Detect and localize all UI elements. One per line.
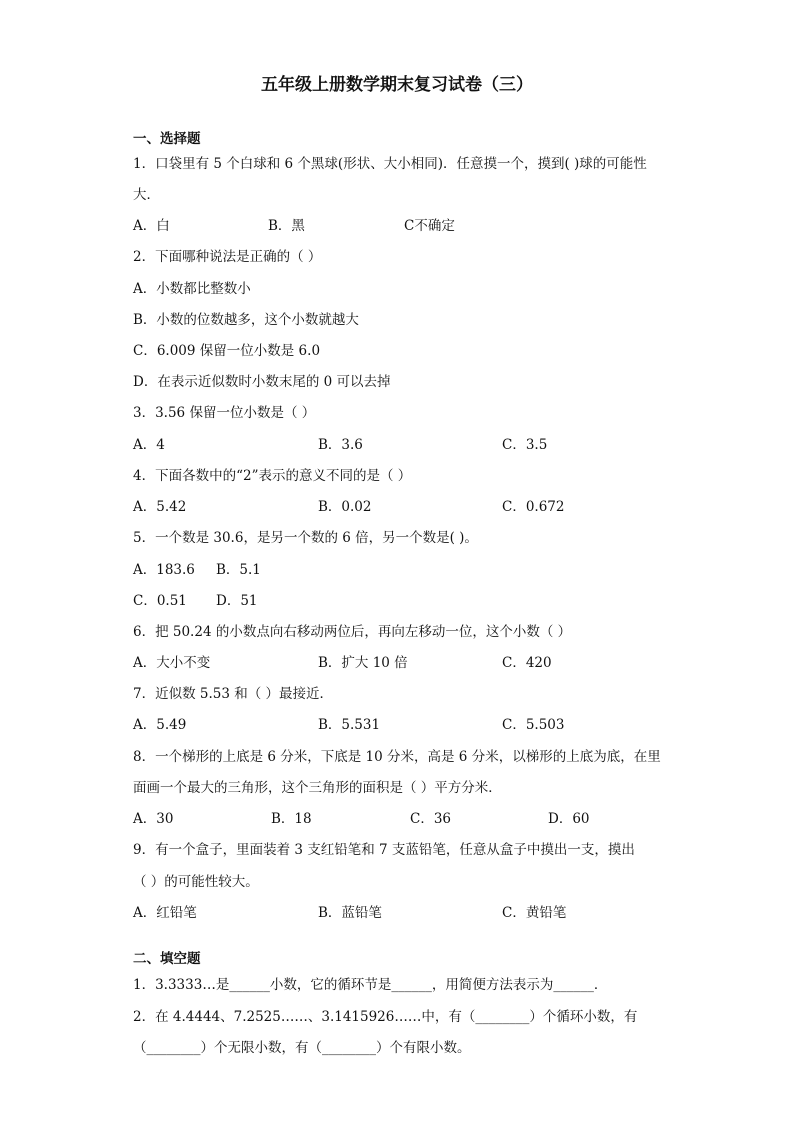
question-7-option-c: C．5.503 — [502, 717, 565, 733]
fill-question-2-cont: （________）个无限小数，有（________）个有限小数。 — [133, 1040, 471, 1056]
question-3-option-b: B．3.6 — [318, 437, 363, 453]
question-7-option-b: B．5.531 — [318, 717, 381, 733]
question-6-option-c: C．420 — [502, 655, 552, 671]
fill-question-2: 2．在 4.4444、7.2525……、3.1415926……中，有（________）个循环小数，有 — [133, 1009, 638, 1025]
question-3-option-a: A．4 — [133, 437, 165, 453]
question-6-option-b: B．扩大 10 倍 — [318, 655, 408, 671]
section-fill-in-heading: 二、填空题 — [133, 951, 201, 967]
question-1-option-c: C不确定 — [404, 218, 455, 234]
question-1-option-a: A．白 — [133, 218, 170, 234]
question-5-option-d: D．51 — [216, 593, 258, 609]
question-5-option-b: B．5.1 — [216, 562, 261, 578]
question-2-option-a: A．小数都比整数小 — [133, 281, 251, 297]
question-5-option-c: C．0.51 — [133, 593, 187, 609]
question-1-stem: 1．口袋里有 5 个白球和 6 个黑球(形状、大小相同)．任意摸一个，摸到( )球的可能性 — [133, 156, 647, 172]
question-1-stem-cont: 大． — [133, 187, 160, 203]
fill-question-1: 1．3.3333…是______小数，它的循环节是______，用简便方法表示为______． — [133, 977, 608, 993]
page-title: 五年级上册数学期末复习试卷（三） — [261, 75, 533, 95]
question-7-option-a: A．5.49 — [133, 717, 187, 733]
question-8-option-c: C．36 — [410, 811, 452, 827]
question-2-option-d: D．在表示近似数时小数末尾的 0 可以去掉 — [133, 374, 391, 390]
question-4-option-c: C．0.672 — [502, 499, 565, 515]
question-2-stem: 2．下面哪种说法是正确的（ ） — [133, 249, 322, 265]
question-9-option-a: A．红铅笔 — [133, 905, 197, 921]
question-8-stem-cont: 面画一个最大的三角形，这个三角形的面积是（ ）平方分米． — [133, 780, 502, 796]
question-2-option-b: B．小数的位数越多，这个小数就越大 — [133, 312, 359, 328]
question-6-option-a: A．大小不变 — [133, 655, 211, 671]
question-9-option-c: C．黄铅笔 — [502, 905, 567, 921]
question-8-option-b: B．18 — [271, 811, 312, 827]
question-1-option-b: B．黑 — [268, 218, 305, 234]
section-multiple-choice-heading: 一、选择题 — [133, 131, 201, 147]
question-3-stem: 3．3.56 保留一位小数是（ ） — [133, 405, 316, 421]
question-4-option-b: B．0.02 — [318, 499, 372, 515]
question-6-stem: 6．把 50.24 的小数点向右移动两位后，再向左移动一位，这个小数（ ） — [133, 624, 572, 640]
question-8-option-d: D．60 — [548, 811, 590, 827]
question-8-option-a: A．30 — [133, 811, 174, 827]
question-8-stem: 8．一个梯形的上底是 6 分米，下底是 10 分米，高是 6 分米，以梯形的上底为底，在里 — [133, 749, 661, 765]
question-9-stem: 9．有一个盒子，里面装着 3 支红铅笔和 7 支蓝铅笔，任意从盒子中摸出一支，摸出 — [133, 842, 635, 858]
question-2-option-c: C．6.009 保留一位小数是 6.0 — [133, 343, 321, 359]
question-9-option-b: B．蓝铅笔 — [318, 905, 382, 921]
question-3-option-c: C．3.5 — [502, 437, 548, 453]
question-7-stem: 7．近似数 5.53 和（ ）最接近． — [133, 686, 334, 702]
question-5-option-a: A．183.6 — [133, 562, 195, 578]
question-4-option-a: A．5.42 — [133, 499, 187, 515]
question-9-stem-cont: （ ）的可能性较大。 — [133, 874, 259, 890]
question-5-stem: 5．一个数是 30.6，是另一个数的 6 倍，另一个数是( )。 — [133, 530, 478, 546]
question-4-stem: 4．下面各数中的“2”表示的意义不同的是（ ） — [133, 468, 412, 484]
